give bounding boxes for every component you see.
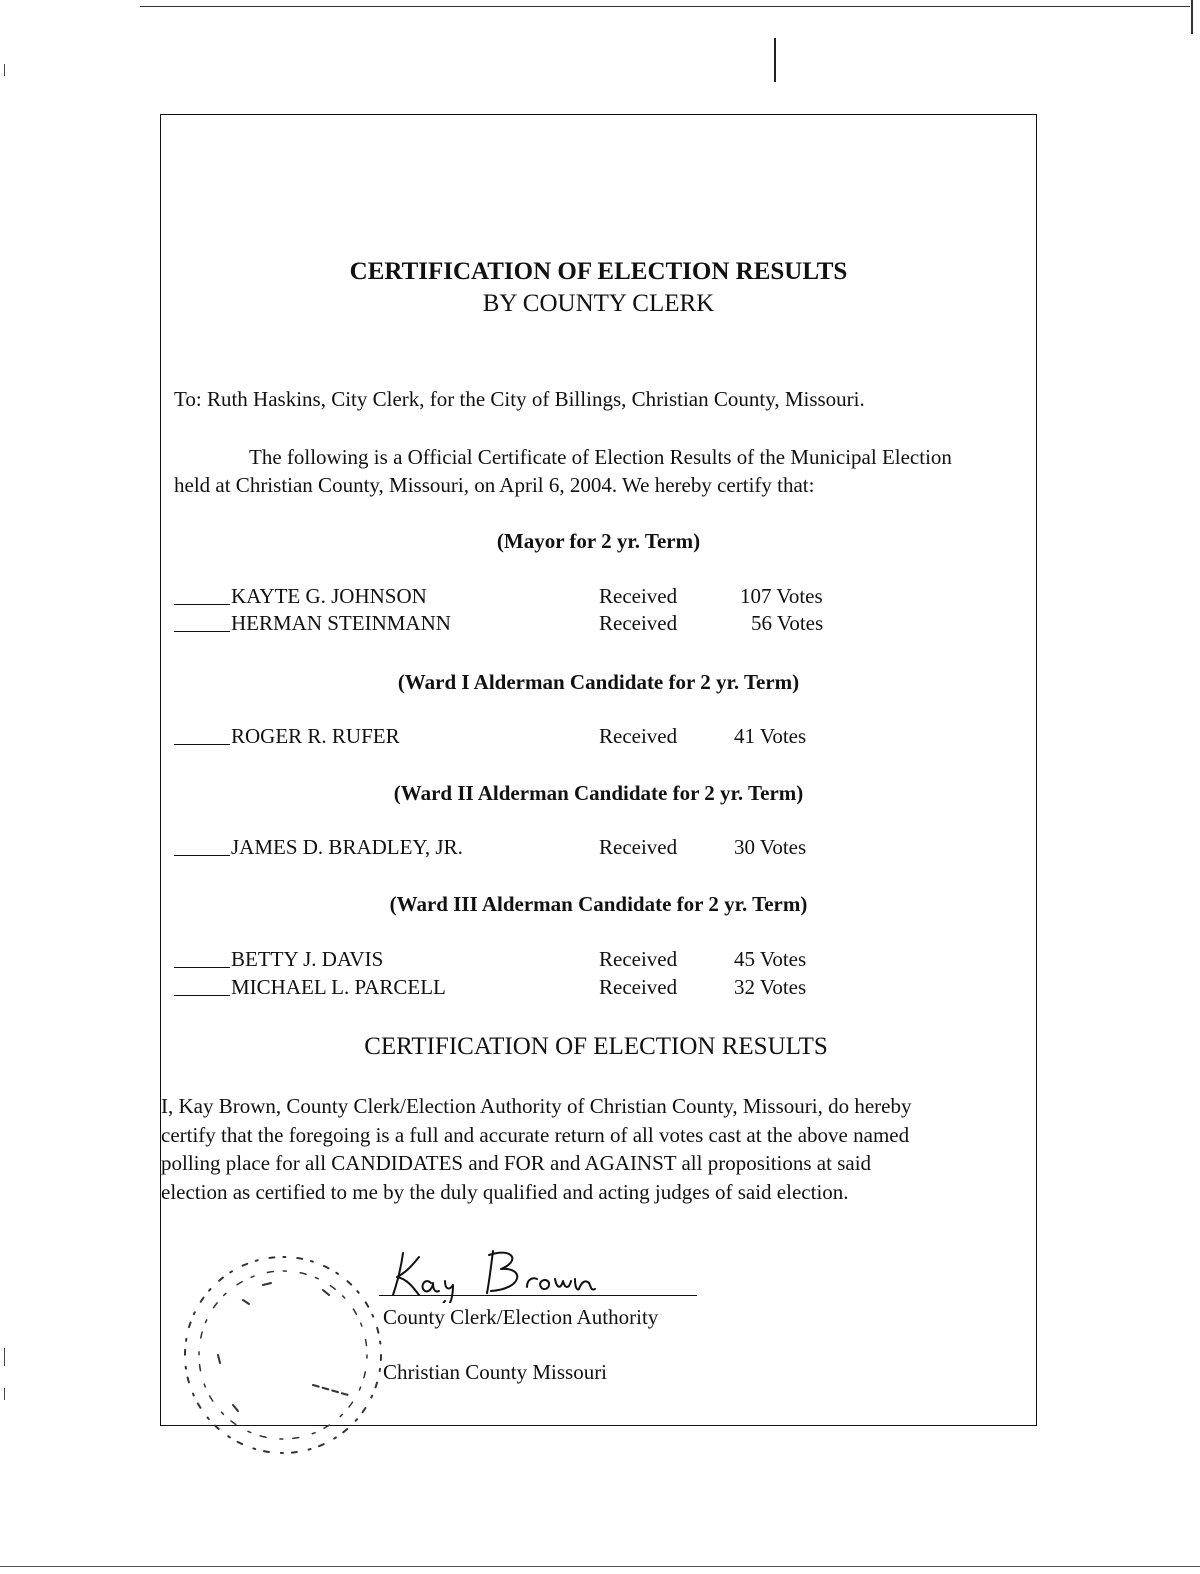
candidate-row — [174, 724, 1024, 752]
certification-line-1: I, Kay Brown, County Clerk/Election Authority of Christian County, Missouri, do hereby — [161, 1094, 912, 1118]
checkbox-line — [174, 631, 230, 632]
signature-line — [379, 1295, 697, 1296]
candidate-row — [174, 975, 1024, 1003]
candidate-name: MICHAEL L. PARCELL — [231, 975, 446, 999]
certificate-title: CERTIFICATION OF ELECTION RESULTS — [349, 258, 848, 285]
recipient-line: To: Ruth Haskins, City Clerk, for the City of Billings, Christian County, Missouri. — [174, 387, 865, 411]
scan-tick-mark — [774, 38, 776, 82]
received-label: Received — [599, 611, 678, 635]
county-name: Christian County Missouri — [383, 1360, 608, 1384]
scan-edge-bottom — [0, 1566, 1200, 1567]
scan-mark-left-1 — [4, 1348, 5, 1366]
received-label: Received — [599, 947, 678, 971]
vote-count: 56 Votes — [751, 611, 824, 635]
certification-paragraph — [161, 1092, 1036, 1206]
candidate-row — [174, 611, 1024, 639]
vote-count: 41 Votes — [734, 724, 807, 748]
certification-line-4: election as certified to me by the duly qualified and acting judges of said election. — [161, 1179, 849, 1204]
candidate-name: KAYTE G. JOHNSON — [231, 584, 427, 608]
scan-mark-left-2 — [4, 1388, 5, 1400]
certificate-subtitle: BY COUNTY CLERK — [482, 290, 715, 317]
vote-count: 30 Votes — [734, 835, 807, 859]
scan-mark-left-top — [4, 64, 5, 76]
checkbox-line — [174, 604, 230, 605]
certificate-frame — [160, 114, 1037, 1426]
vote-count: 45 Votes — [734, 947, 807, 971]
candidate-name: JAMES D. BRADLEY, JR. — [231, 835, 463, 859]
section-heading-ward-1: (Ward I Alderman Candidate for 2 yr. Term) — [397, 670, 800, 694]
candidate-name: HERMAN STEINMANN — [231, 611, 451, 635]
received-label: Received — [599, 835, 678, 859]
checkbox-line — [174, 744, 230, 745]
certification-line-2: certify that the foregoing is a full and accurate return of all votes cast at the above named — [161, 1122, 910, 1147]
signature-title: County Clerk/Election Authority — [383, 1305, 659, 1329]
signature-kay-brown — [383, 1243, 643, 1303]
certification-title: CERTIFICATION OF ELECTION RESULTS — [364, 1033, 828, 1060]
intro-line-1: The following is a Official Certificate of Election Results of the Municipal Election — [249, 445, 952, 469]
intro-paragraph — [174, 443, 1034, 499]
vote-count: 107 Votes — [740, 584, 823, 608]
received-label: Received — [599, 975, 678, 999]
checkbox-line — [174, 995, 230, 996]
checkbox-line — [174, 855, 230, 856]
candidate-name: ROGER R. RUFER — [231, 724, 400, 748]
county-seal — [173, 1235, 403, 1475]
scan-edge-right — [1191, 0, 1193, 34]
scan-edge-top — [140, 6, 1190, 7]
certification-line-3: polling place for all CANDIDATES and FOR and AGAINST all propositions at said — [161, 1151, 872, 1175]
candidate-row — [174, 947, 1024, 975]
received-label: Received — [599, 584, 678, 608]
section-heading-ward-2: (Ward II Alderman Candidate for 2 yr. Term) — [393, 781, 804, 805]
checkbox-line — [174, 967, 230, 968]
section-heading-mayor: (Mayor for 2 yr. Term) — [496, 529, 701, 553]
candidate-row — [174, 835, 1024, 863]
vote-count: 32 Votes — [734, 975, 807, 999]
intro-line-2: held at Christian County, Missouri, on April 6, 2004. We hereby certify that: — [174, 473, 815, 497]
received-label: Received — [599, 724, 678, 748]
section-heading-ward-3: (Ward III Alderman Candidate for 2 yr. Term) — [389, 892, 808, 916]
candidate-name: BETTY J. DAVIS — [231, 947, 384, 971]
candidate-row — [174, 584, 1024, 612]
